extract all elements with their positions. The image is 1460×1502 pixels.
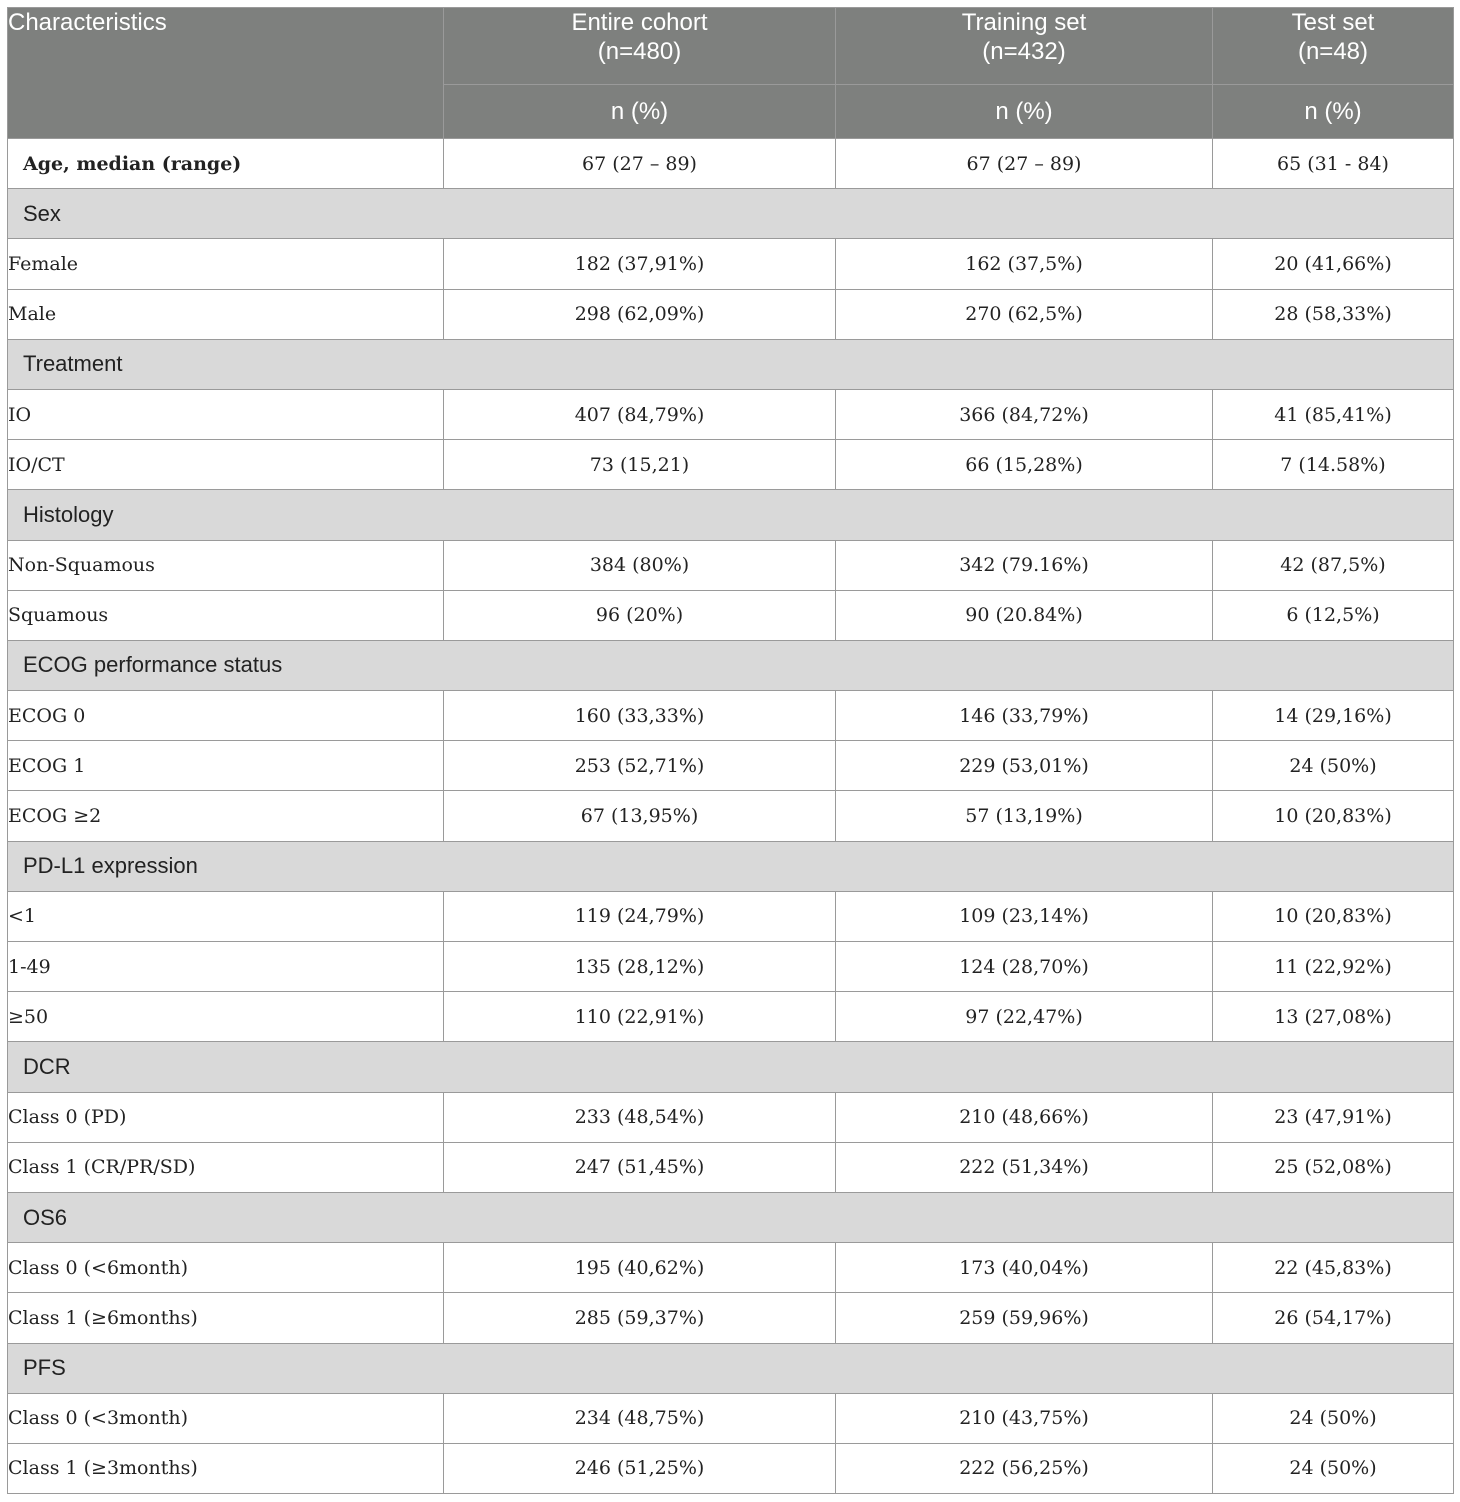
- cell-training: 222 (51,34%): [836, 1142, 1213, 1192]
- row-label: Non-Squamous: [8, 540, 444, 590]
- group-label: Treatment: [8, 339, 1454, 389]
- row-label: Class 0 (PD): [8, 1092, 444, 1142]
- group-header-row: [8, 1192, 1454, 1242]
- row-label: Class 0 (<6month): [8, 1243, 444, 1293]
- group-label: PFS: [8, 1343, 1454, 1393]
- table-row: [8, 389, 1454, 439]
- header-characteristics: Characteristics: [8, 8, 444, 139]
- cell-test: 7 (14.58%): [1213, 440, 1454, 490]
- characteristics-table: [7, 7, 1454, 1494]
- cell-test: 22 (45,83%): [1213, 1243, 1454, 1293]
- row-label: Squamous: [8, 590, 444, 640]
- row-label: ECOG ≥2: [8, 791, 444, 841]
- row-label: 1-49: [8, 942, 444, 992]
- group-label: Sex: [8, 189, 1454, 239]
- table-row: [8, 289, 1454, 339]
- header-row: [8, 8, 1454, 85]
- cell-training: 162 (37,5%): [836, 239, 1213, 289]
- cell-test: 10 (20,83%): [1213, 891, 1454, 941]
- row-label: Class 1 (≥6months): [8, 1293, 444, 1343]
- cell-entire: 135 (28,12%): [444, 942, 836, 992]
- row-label: Class 1 (≥3months): [8, 1443, 444, 1493]
- row-label: Female: [8, 239, 444, 289]
- row-label: IO/CT: [8, 440, 444, 490]
- cell-training: 57 (13,19%): [836, 791, 1213, 841]
- cell-training: 97 (22,47%): [836, 992, 1213, 1042]
- table-row: [8, 992, 1454, 1042]
- table-row: [8, 440, 1454, 490]
- cell-test: 24 (50%): [1213, 1393, 1454, 1443]
- cell-training: 259 (59,96%): [836, 1293, 1213, 1343]
- row-label: Male: [8, 289, 444, 339]
- row-label: IO: [8, 389, 444, 439]
- group-header-row: [8, 339, 1454, 389]
- table-row: [8, 1443, 1454, 1493]
- cell-training: 210 (43,75%): [836, 1393, 1213, 1443]
- header-unit-training: n (%): [836, 85, 1213, 139]
- row-label: Age, median (range): [8, 139, 444, 189]
- cell-training: 270 (62,5%): [836, 289, 1213, 339]
- cell-entire: 110 (22,91%): [444, 992, 836, 1042]
- cell-test: 26 (54,17%): [1213, 1293, 1454, 1343]
- table-row: [8, 891, 1454, 941]
- group-label: ECOG performance status: [8, 640, 1454, 690]
- cell-training: 229 (53,01%): [836, 741, 1213, 791]
- table-row: [8, 139, 1454, 189]
- cell-test: 23 (47,91%): [1213, 1092, 1454, 1142]
- row-label: <1: [8, 891, 444, 941]
- cell-training: 66 (15,28%): [836, 440, 1213, 490]
- table-row: [8, 540, 1454, 590]
- group-header-row: [8, 841, 1454, 891]
- cell-test: 24 (50%): [1213, 741, 1454, 791]
- group-header-row: [8, 1343, 1454, 1393]
- table-row: [8, 1243, 1454, 1293]
- cell-test: 10 (20,83%): [1213, 791, 1454, 841]
- cell-entire: 298 (62,09%): [444, 289, 836, 339]
- cell-test: 65 (31 - 84): [1213, 139, 1454, 189]
- cell-training: 173 (40,04%): [836, 1243, 1213, 1293]
- cell-test: 14 (29,16%): [1213, 691, 1454, 741]
- cell-training: 124 (28,70%): [836, 942, 1213, 992]
- cell-entire: 160 (33,33%): [444, 691, 836, 741]
- cell-entire: 246 (51,25%): [444, 1443, 836, 1493]
- cell-entire: 233 (48,54%): [444, 1092, 836, 1142]
- group-label: DCR: [8, 1042, 1454, 1092]
- cell-test: 11 (22,92%): [1213, 942, 1454, 992]
- cell-training: 146 (33,79%): [836, 691, 1213, 741]
- row-label: ≥50: [8, 992, 444, 1042]
- cell-entire: 67 (13,95%): [444, 791, 836, 841]
- cell-entire: 407 (84,79%): [444, 389, 836, 439]
- header-unit-entire: n (%): [444, 85, 836, 139]
- group-label: PD-L1 expression: [8, 841, 1454, 891]
- table-row: [8, 791, 1454, 841]
- header-training-set-text: Training set (n=432): [961, 9, 1087, 65]
- table-row: [8, 1092, 1454, 1142]
- cell-entire: 285 (59,37%): [444, 1293, 836, 1343]
- cell-training: 342 (79.16%): [836, 540, 1213, 590]
- table-row: [8, 691, 1454, 741]
- header-training-set: [836, 8, 1213, 85]
- cell-test: 42 (87,5%): [1213, 540, 1454, 590]
- group-label: OS6: [8, 1192, 1454, 1242]
- group-header-row: [8, 640, 1454, 690]
- row-label: Class 0 (<3month): [8, 1393, 444, 1443]
- group-header-row: [8, 490, 1454, 540]
- cell-entire: 67 (27 – 89): [444, 139, 836, 189]
- cell-training: 366 (84,72%): [836, 389, 1213, 439]
- table-row: [8, 239, 1454, 289]
- row-label: ECOG 0: [8, 691, 444, 741]
- row-label: ECOG 1: [8, 741, 444, 791]
- row-label: Class 1 (CR/PR/SD): [8, 1142, 444, 1192]
- cell-training: 210 (48,66%): [836, 1092, 1213, 1142]
- group-header-row: [8, 189, 1454, 239]
- cell-entire: 182 (37,91%): [444, 239, 836, 289]
- table-row: [8, 1393, 1454, 1443]
- cell-entire: 234 (48,75%): [444, 1393, 836, 1443]
- cell-entire: 253 (52,71%): [444, 741, 836, 791]
- cell-test: 28 (58,33%): [1213, 289, 1454, 339]
- table-row: [8, 1142, 1454, 1192]
- table-row: [8, 1293, 1454, 1343]
- cell-entire: 195 (40,62%): [444, 1243, 836, 1293]
- cell-training: 109 (23,14%): [836, 891, 1213, 941]
- group-label: Histology: [8, 490, 1454, 540]
- cell-entire: 73 (15,21): [444, 440, 836, 490]
- cell-test: 41 (85,41%): [1213, 389, 1454, 439]
- cell-test: 6 (12,5%): [1213, 590, 1454, 640]
- header-entire-cohort-text: Entire cohort (n=480): [571, 9, 708, 65]
- cell-training: 222 (56,25%): [836, 1443, 1213, 1493]
- cell-entire: 247 (51,45%): [444, 1142, 836, 1192]
- cell-training: 90 (20.84%): [836, 590, 1213, 640]
- cell-test: 20 (41,66%): [1213, 239, 1454, 289]
- cell-test: 13 (27,08%): [1213, 992, 1454, 1042]
- cell-entire: 119 (24,79%): [444, 891, 836, 941]
- cell-entire: 384 (80%): [444, 540, 836, 590]
- header-test-set: [1213, 8, 1454, 85]
- cell-entire: 96 (20%): [444, 590, 836, 640]
- table-row: [8, 942, 1454, 992]
- cell-test: 25 (52,08%): [1213, 1142, 1454, 1192]
- header-test-set-text: Test set (n=48): [1291, 9, 1375, 65]
- table-body: [8, 139, 1454, 1494]
- table-row: [8, 590, 1454, 640]
- table-header: [8, 8, 1454, 139]
- cell-test: 24 (50%): [1213, 1443, 1454, 1493]
- header-entire-cohort: [444, 8, 836, 85]
- header-unit-test: n (%): [1213, 85, 1454, 139]
- table-row: [8, 741, 1454, 791]
- group-header-row: [8, 1042, 1454, 1092]
- cell-training: 67 (27 – 89): [836, 139, 1213, 189]
